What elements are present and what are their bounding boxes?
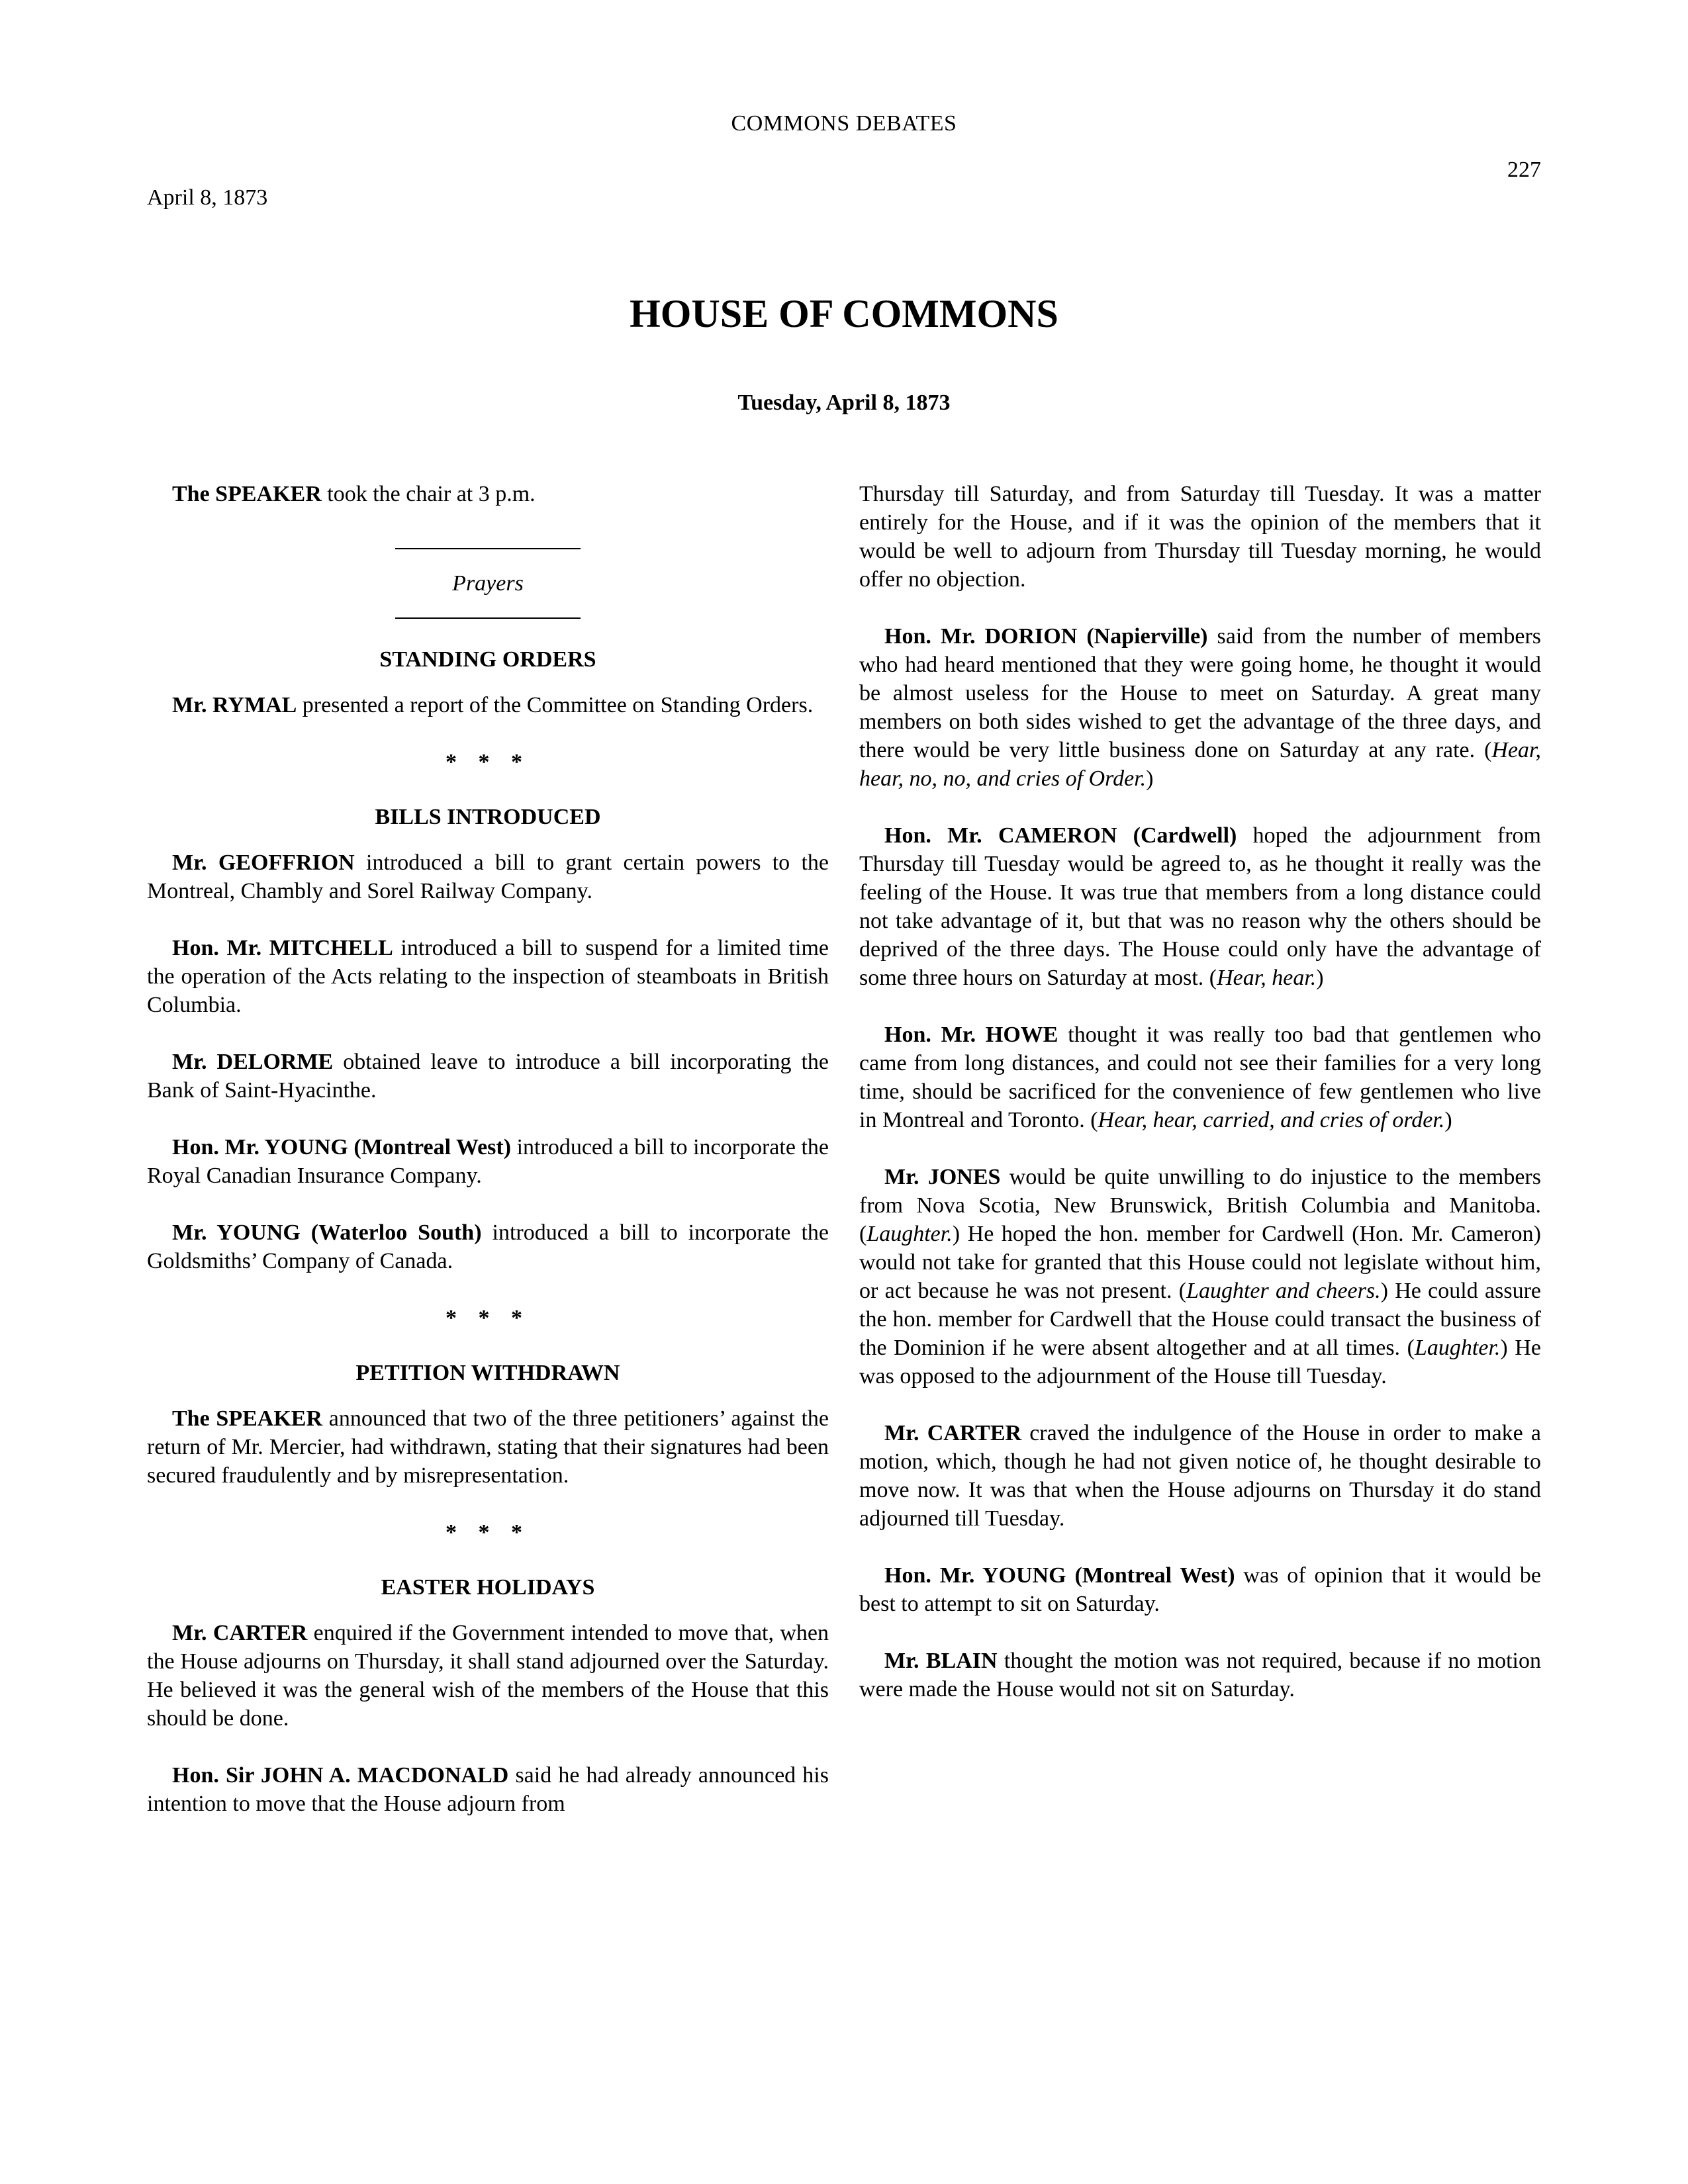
paragraph-text: ) bbox=[1444, 1108, 1452, 1132]
speaker-name: Hon. Sir JOHN A. MACDONALD bbox=[172, 1763, 509, 1788]
paragraph-text: hoped the adjournment from Thursday till Tuesday would be agreed to, as he thought it really was the feeling of the House. It was true that members from a long distance could not take advantage of it, but that was no reason why the others should be deprived of the three days. The House could only have the advantage of some three hours on Saturday at most. ( bbox=[859, 823, 1541, 990]
paragraph-text: obtained leave to introduce a bill incorporating the Bank of Saint-Hyacinthe. bbox=[147, 1050, 829, 1103]
paragraph-delorme bbox=[147, 1048, 829, 1105]
paragraph-text: Thursday till Saturday, and from Saturday till Tuesday. It was a matter entirely for the House, and if it was the opinion of the members that it would be well to adjourn from Thursday till Tuesday morning, he would offer no objection. bbox=[859, 482, 1541, 592]
paragraph-text: said he had already announced his intention to move that the House adjourn from bbox=[147, 1763, 829, 1816]
interjection: Hear, hear, no, no, and cries of Order. bbox=[859, 738, 1541, 791]
speaker-name: Mr. GEOFFRION bbox=[172, 850, 355, 875]
paragraph-text: introduced a bill to suspend for a limited time the operation of the Acts relating to the inspection of steamboats in British Columbia. bbox=[147, 936, 829, 1017]
speaker-name: The SPEAKER bbox=[172, 482, 322, 506]
paragraph-text: enquired if the Government intended to move that, when the House adjourns on Thursday, it shall stand adjourned over the Saturday. He believed it was the general wish of the members of the House that this should be done. bbox=[147, 1621, 829, 1731]
speaker-name: Mr. RYMAL bbox=[172, 693, 297, 717]
speaker-name: Mr. CARTER bbox=[884, 1421, 1022, 1445]
section-separator: * * * bbox=[445, 750, 530, 774]
speaker-name: Hon. Mr. YOUNG (Montreal West) bbox=[884, 1563, 1235, 1588]
paragraph-young-waterloo bbox=[147, 1218, 829, 1275]
speaker-name: The SPEAKER bbox=[172, 1406, 323, 1431]
running-head: COMMONS DEBATES bbox=[731, 111, 957, 136]
speaker-name: Hon. Mr. HOWE bbox=[884, 1023, 1058, 1047]
speaker-name: Mr. YOUNG (Waterloo South) bbox=[172, 1220, 482, 1245]
speaker-name: Mr. DELORME bbox=[172, 1050, 334, 1074]
paragraph-carter-motion bbox=[859, 1419, 1541, 1533]
section-heading-standing-orders: STANDING ORDERS bbox=[379, 647, 596, 672]
paragraph-young-opinion bbox=[859, 1561, 1541, 1618]
page-date: April 8, 1873 bbox=[147, 185, 268, 210]
paragraph-mitchell bbox=[147, 934, 829, 1019]
section-heading-petition-withdrawn: PETITION WITHDRAWN bbox=[355, 1361, 620, 1385]
page-number: 227 bbox=[1507, 158, 1541, 182]
paragraph-macdonald-continued bbox=[859, 480, 1541, 594]
speaker-name: Mr. JONES bbox=[884, 1165, 1001, 1189]
paragraph-dorion bbox=[859, 622, 1541, 793]
speaker-name: Hon. Mr. YOUNG (Montreal West) bbox=[172, 1135, 512, 1160]
prayers-label: Prayers bbox=[452, 571, 524, 596]
interjection: Laughter. bbox=[867, 1222, 953, 1246]
section-separator: * * * bbox=[445, 1520, 530, 1545]
paragraph-blain bbox=[859, 1647, 1541, 1704]
paragraph-carter-enquiry bbox=[147, 1619, 829, 1733]
paragraph-text: took the chair at 3 p.m. bbox=[321, 482, 536, 506]
paragraph-text: was of opinion that it would be best to attempt to sit on Saturday. bbox=[859, 1563, 1541, 1616]
speaker-name: Mr. CARTER bbox=[172, 1621, 308, 1645]
interjection: Laughter. bbox=[1415, 1336, 1501, 1360]
paragraph-young-montreal bbox=[147, 1133, 829, 1190]
paragraph-macdonald bbox=[147, 1761, 829, 1818]
paragraph-text: announced that two of the three petitioners’ against the return of Mr. Mercier, had withdrawn, stating that their signatures had been secured fraudulently and by misrepresentation. bbox=[147, 1406, 829, 1488]
speaker-name: Hon. Mr. MITCHELL bbox=[172, 936, 393, 960]
speaker-name: Mr. BLAIN bbox=[884, 1649, 998, 1673]
interjection: Laughter and cheers. bbox=[1186, 1279, 1381, 1303]
paragraph-text: introduced a bill to incorporate the Royal Canadian Insurance Company. bbox=[147, 1135, 829, 1188]
paragraph-cameron bbox=[859, 821, 1541, 992]
paragraph-text: thought it was really too bad that gentlemen who came from long distances, and could not see their families for a very long time, should be sacrificed for the convenience of few gentlemen who live in Montreal and Toronto. ( bbox=[859, 1023, 1541, 1132]
section-heading-bills-introduced: BILLS INTRODUCED bbox=[375, 805, 601, 829]
paragraph-text: ) He hoped the hon. member for Cardwell (Hon. Mr. Cameron) would not take for granted that this House could not legislate without him, or act because he was not present. ( bbox=[859, 1222, 1541, 1303]
paragraph-rymal bbox=[147, 691, 829, 719]
paragraph-howe bbox=[859, 1021, 1541, 1134]
sitting-date: Tuesday, April 8, 1873 bbox=[737, 390, 951, 415]
paragraph-text: ) bbox=[1316, 966, 1324, 990]
paragraph-speaker-chair bbox=[147, 480, 829, 508]
interjection: Hear, hear. bbox=[1217, 966, 1317, 990]
paragraph-text: introduced a bill to grant certain powers to the Montreal, Chambly and Sorel Railway Company. bbox=[147, 850, 829, 903]
paragraph-text: ) bbox=[1146, 766, 1154, 791]
paragraph-text: would be quite unwilling to do injustice to the members from Nova Scotia, New Brunswick, British Columbia and Manitoba. ( bbox=[859, 1165, 1541, 1246]
paragraph-text: said from the number of members who had heard mentioned that they were going home, he thought it would be almost useless for the House to meet on Saturday. A great many members on both sides wished to get the advantage of the three days, and there would be very little business done on Saturday at any rate. ( bbox=[859, 624, 1541, 762]
left-column bbox=[147, 480, 829, 1846]
divider bbox=[395, 617, 581, 619]
paragraph-text: ) He was opposed to the adjournment of the House till Tuesday. bbox=[859, 1336, 1542, 1388]
section-heading-easter-holidays: EASTER HOLIDAYS bbox=[381, 1575, 595, 1600]
paragraph-jones bbox=[859, 1163, 1541, 1390]
paragraph-text: thought the motion was not required, because if no motion were made the House would not sit on Saturday. bbox=[859, 1649, 1541, 1702]
page-title: HOUSE OF COMMONS bbox=[630, 292, 1058, 336]
right-column bbox=[859, 480, 1541, 1732]
paragraph-speaker-petition bbox=[147, 1404, 829, 1490]
paragraph-text: craved the indulgence of the House in order to make a motion, which, though he had not given notice of, he thought desirable to move now. It was that when the House adjourns on Thursday it do stand adjourned till Tuesday. bbox=[859, 1421, 1541, 1531]
interjection: Hear, hear, carried, and cries of order. bbox=[1098, 1108, 1445, 1132]
paragraph-geoffrion bbox=[147, 848, 829, 905]
paragraph-text: ) He could assure the hon. member for Cardwell that the House could transact the business of the Dominion if he were absent altogether and at all times. ( bbox=[859, 1279, 1541, 1360]
section-separator: * * * bbox=[445, 1306, 530, 1330]
speaker-name: Hon. Mr. CAMERON (Cardwell) bbox=[884, 823, 1237, 848]
paragraph-text: introduced a bill to incorporate the Goldsmiths’ Company of Canada. bbox=[147, 1220, 829, 1273]
speaker-name: Hon. Mr. DORION (Napierville) bbox=[884, 624, 1208, 649]
paragraph-text: presented a report of the Committee on Standing Orders. bbox=[297, 693, 814, 717]
divider bbox=[395, 548, 581, 549]
